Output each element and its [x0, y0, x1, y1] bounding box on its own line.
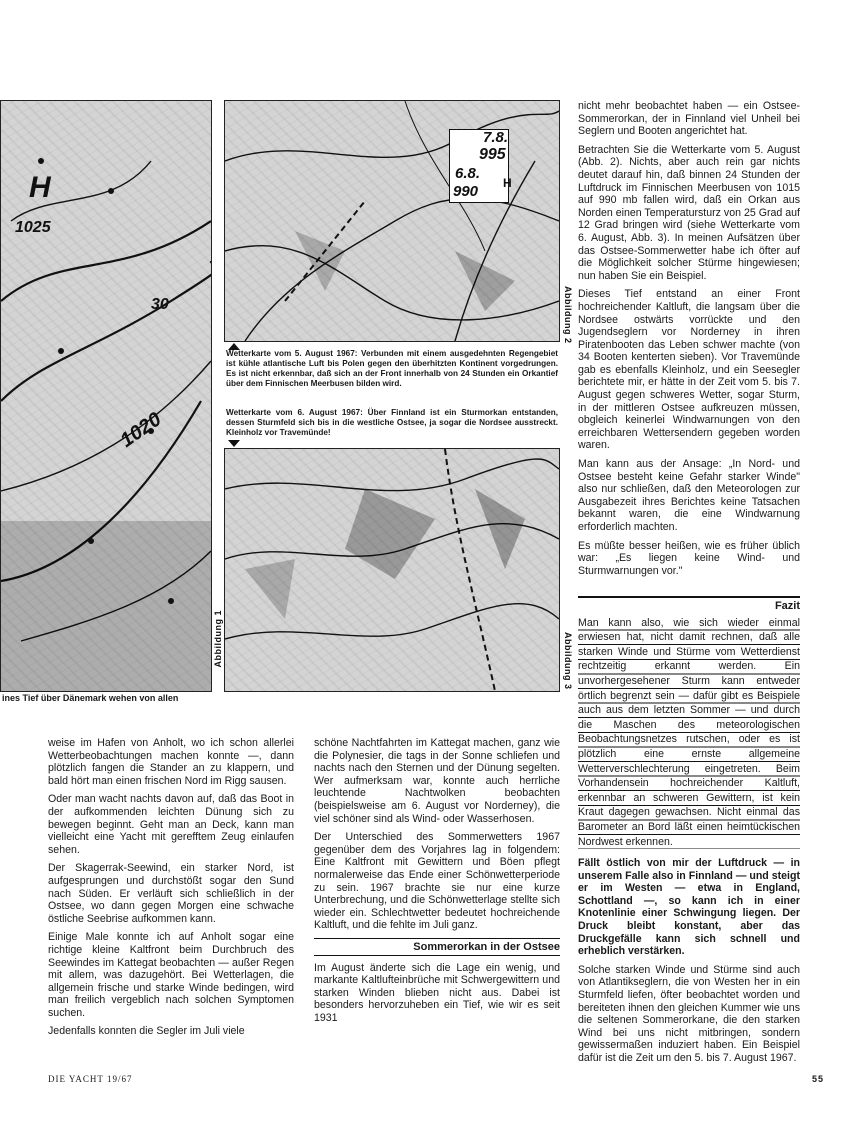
fazit-underlined-paragraph: Man kann also, wie sich wieder einmal erwiesen hat, nicht damit rechnen, daß alle starken Winde und Stürme vom Wetterdienst rechtzeitig erkannt werden. Ein unvorhergesehener Sturm kann entweder örtlich begrenzt sein — dafür gibt es Beispiele auch aus dem letzten Sommer — und durch die Maschen des meteorologischen Beobachtungsnetzes rutschen, oder es ist plötzlich eine ernste allgemeine Wetterverschlechterung eingetreten. Beim Vorhandensein hochreichender Kaltluft, erkennbar an schweren Gewittern, ist kein Kraut dagegen gewachsen. Nicht einmal das Barometer an Bord läßt einen heimtückischen Nordwest erkennen.	[578, 616, 800, 848]
map-2-caption: Wetterkarte vom 5. August 1967: Verbunden mit einem ausgedehnten Regengebiet ist kühle atlantische Luft bis Polen gegen den überhitzten Kontinent vorgedrungen. Es ist nicht erkennbar, daß sich an der Front innerhalb von 24 Stunden ein Orkantief über dem Finnischen Meerbusen bilden wird.	[226, 349, 558, 388]
map-1-caption: ines Tief über Dänemark wehen von allen	[2, 693, 179, 703]
paragraph: schöne Nachtfahrten im Kattegat machen, ganz wie die Polynesier, die tags in der Sonne schliefen und nachts nach den Sternen und der Dünung segelten. Wer aufmerksam war, konnte auch herrliche leuchtende Nachtwolken beobachten (beispielsweise am 6. August vor Norderney), die viel schöner sind als Wind- oder Wasserhosen.	[314, 737, 560, 825]
map-1-pressure-30: 30	[151, 296, 169, 313]
weather-map-abbildung-1	[0, 100, 212, 692]
paragraph: nicht mehr beobachtet haben — ein Ostsee-Sommerorkan, der in Finnland viel Unheil bei Seglern und Booten angerichtet hat.	[578, 100, 800, 138]
paragraph: Dieses Tief entstand an einer Front hochreichender Kaltluft, die langsam über die Nordsee ostwärts vorrückte und den Jugendseglern vor Norderney in ihren Piratenbooten das Leben schwer machte (von 34 Booten kenterten sieben). Vor Travemünde gab es ebenfalls Kleinholz, und ein Seesegler berichtete mir, er hätte in der Zeit vom 5. bis 7. August gegen schweres Wetter, sogar Sturm, in der mittleren Ostsee aufkreuzen müssen, obgleich keinerlei Windwarnungen von den erreichbaren Wettersendern gegeben worden waren.	[578, 288, 800, 452]
paragraph: Es müßte besser heißen, wie es früher üblich war: „Es liegen keine Wind- und Sturmwarnungen vor."	[578, 539, 800, 577]
article-column-right-top	[578, 100, 800, 583]
paragraph: Der Skagerrak-Seewind, ein starker Nord, ist aufgesprungen und durchstößt sogar den Sund nach Süden. Er verläuft sich schließlich in der Ostsee, wo dann gegen Morgen eine schwache östliche Seebrise aufkommen kann.	[48, 862, 294, 925]
paragraph: Oder man wacht nachts davon auf, daß das Boot in der aufkommenden leichten Dünung sich zu bewegen beginnt. Geht man an Deck, kann man vielleicht eine Yacht mit gerefftem Zeug einlaufen sehen.	[48, 793, 294, 856]
map-1-high-label: H	[29, 171, 51, 204]
paragraph: Jedenfalls konnten die Segler im Juli viele	[48, 1025, 245, 1038]
paragraph: Einige Male konnte ich auf Anholt sogar eine richtige kleine Kaltfront beim Durchbruch des Seewindes im Kattegat beobachten — außer Regen mit allem, was dazugehört. Bei Wetterlagen, die allgemein frische und starke Winde bedingen, wird man freilich vergeblich nach solchen Symptomen suchen.	[48, 931, 294, 1019]
footer-publication: DIE YACHT 19/67	[48, 1074, 133, 1084]
map-3-isobars	[225, 449, 559, 691]
map-2-date-7-8: 7.8.	[483, 129, 509, 146]
section-heading-sommerorkan	[314, 938, 560, 956]
map-3-caption: Wetterkarte vom 6. August 1967: Über Finnland ist ein Sturmorkan entstanden, dessen Sturmfeld sich bis in die westliche Ostsee, ja sogar die Nordsee ausstreckt. Kleinholz vor Travemünde!	[226, 408, 558, 437]
article-column-middle	[314, 737, 560, 1030]
abbildung-2-label: Abbildung 2	[563, 286, 573, 344]
paragraph: Im August änderte sich die Lage ein wenig, und markante Kaltlufteinbrüche mit Schwergewittern und starken Winden blieben nicht aus. Dabei ist besonders hervorzuheben ein Tief, wie wir es seit 1931	[314, 961, 560, 1024]
map-2-pressure-995: 995	[479, 146, 506, 163]
map-2-high-label: H	[503, 176, 512, 190]
page-number: 55	[812, 1074, 825, 1084]
abbildung-1-label: Abbildung 1	[213, 610, 223, 668]
article-column-left	[48, 737, 294, 1044]
map-3-pointer-icon	[228, 440, 240, 447]
map-2-date-6-8: 6.8.	[455, 165, 481, 182]
paragraph: Betrachten Sie die Wetterkarte vom 5. August (Abb. 2). Nichts, aber auch rein gar nichts deutet darauf hin, daß binnen 24 Stunden der Luftdruck im Finnischen Meerbusen von 1015 auf 990 mb fallen wird, daß ein Orkan aus Norden einen Temperatursturz von 25 Grad auf 12 Grad bringen wird (siehe Wetterkarte vom 6. August, Abb. 3). In meinen Aufsätzen über das Ostsee-Sommerwetter habe ich öfter auf die Möglichkeit solcher Stürme hingewiesen; nun haben Sie ein Beispiel.	[578, 143, 800, 282]
map-1-pressure-1025: 1025	[15, 219, 51, 236]
fazit-heading: Fazit	[578, 596, 800, 613]
map-1-pressure-1020: 1020	[116, 408, 166, 452]
paragraph: weise im Hafen von Anholt, wo ich schon allerlei Wetterbeobachtungen machen konnte —, dann plötzlich fangen die Stander an zu klappern, und bald hört man einen frischen Nord im Rigg sausen.	[48, 737, 294, 787]
fazit-bold-paragraph: Fällt östlich von mir der Luftdruck — in unserem Falle also in Finnland — und steigt er im Westen — etwa in England, Schottland —, so kann ich in einer Knotenlinie einer Schwingung liegen. Der Druck bleibt konstant, aber das Druckgefälle kann sich schnell und erheblich verstärken.	[578, 857, 800, 958]
section-heading-text: Sommerorkan in der Ostsee	[413, 940, 560, 953]
paragraph: Der Unterschied des Sommerwetters 1967 gegenüber dem des Vorjahres lag in folgendem: Eine Kaltfront mit Gewittern und Böen pflegt normalerweise das Ende einer Schönwetterperiode zu sein. 1967 brachte sie nur eine kurze Unterbrechung, und die Schönwetterlage stellte sich wieder ein. Schlechtwetter bedeutet hochreichende Kaltluft, und die fehlte im Juli ganz.	[314, 831, 560, 932]
map-2-pressure-990: 990	[453, 183, 479, 200]
weather-map-abbildung-2	[224, 100, 560, 342]
fazit-section	[578, 596, 800, 1071]
weather-map-abbildung-3	[224, 448, 560, 692]
abbildung-3-label: Abbildung 3	[563, 632, 573, 690]
fazit-final-paragraph: Solche starken Winde und Stürme sind auch von Atlantikseglern, die von Westen her in ein Sturmfeld liefen, öfter beobachtet worden und bereiteten ihnen den gleichen Kummer wie uns die seltenen Sommerorkane, die den starken Wind bei uns nicht mitbringen, sondern gewissermaßen induziert haben. Ein Beispiel dafür ist die Zeit um den 5. bis 7. August 1967.	[578, 963, 800, 1064]
paragraph: Man kann aus der Ansage: „In Nord- und Ostsee besteht keine Gefahr starker Winde" also nur schließen, daß den Meteorologen zur Ausgabezeit ihres Berichtes keine Tatsachen bekannt waren, die eine Windwarnung erforderlich machten.	[578, 458, 800, 533]
